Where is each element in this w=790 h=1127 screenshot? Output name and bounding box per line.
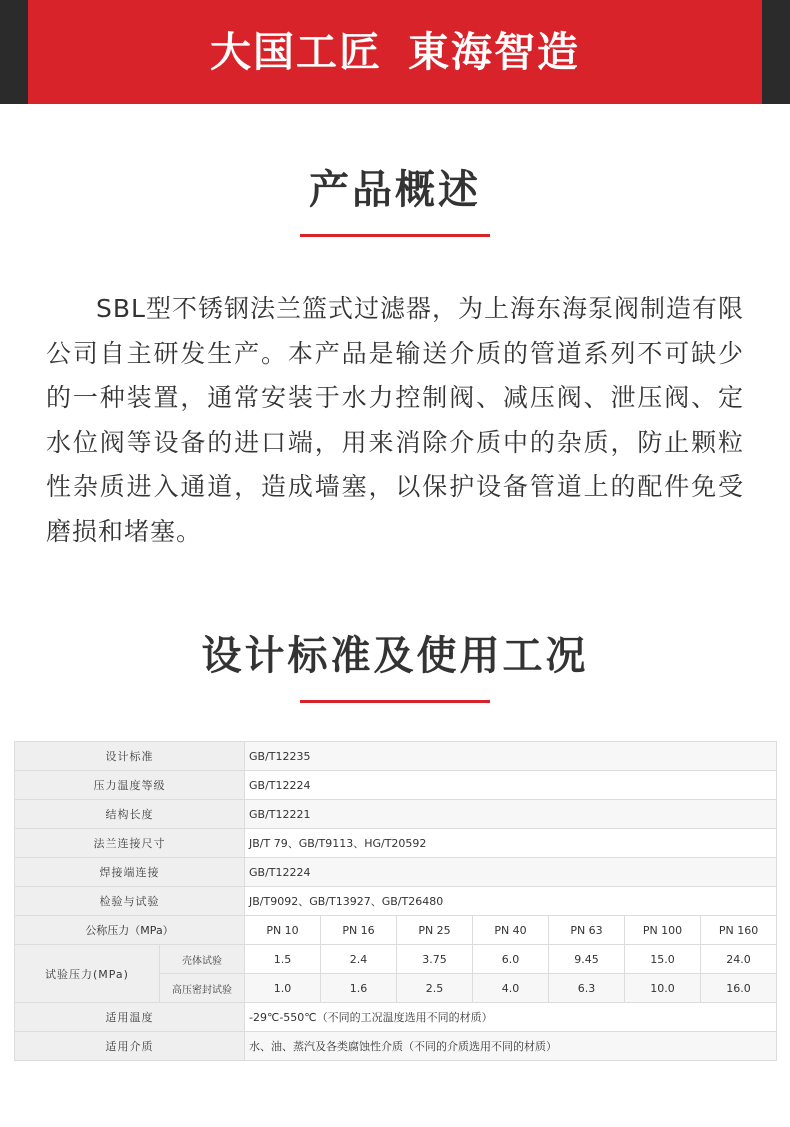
row-label-structure-length: 结构长度 bbox=[15, 800, 245, 829]
row-value-structure-length: GB/T12221 bbox=[245, 800, 777, 829]
section-title-overview: 产品概述 bbox=[309, 167, 481, 213]
pn-value-1: PN 16 bbox=[321, 916, 397, 945]
row-label-design-standard: 设计标准 bbox=[15, 742, 245, 771]
table-row bbox=[15, 1032, 777, 1061]
row-label-temperature: 适用温度 bbox=[15, 1003, 245, 1032]
banner-title-left: 大国工匠 bbox=[210, 27, 382, 76]
overview-paragraph: SBL型不锈钢法兰篮式过滤器，为上海东海泵阀制造有限公司自主研发生产。本产品是输送介质的管道系列不可缺少的一种装置，通常安装于水力控制阀、减压阀、泄压阀、定水位阀等设备的进口端，用来消除介质中的杂质，防止颗粒性杂质进入通道，造成墙塞，以保护设备管道上的配件免受磨损和堵塞。 bbox=[46, 294, 744, 546]
row-label-pressure-temp-class: 压力温度等级 bbox=[15, 771, 245, 800]
pn-value-5: PN 100 bbox=[625, 916, 701, 945]
row-label-medium: 适用介质 bbox=[15, 1032, 245, 1061]
hp-seal-value-3: 4.0 bbox=[473, 974, 549, 1003]
table-row bbox=[15, 771, 777, 800]
hp-seal-value-0: 1.0 bbox=[245, 974, 321, 1003]
hp-seal-value-2: 2.5 bbox=[397, 974, 473, 1003]
pn-value-6: PN 160 bbox=[701, 916, 777, 945]
table-row bbox=[15, 742, 777, 771]
row-value-pressure-temp-class: GB/T12224 bbox=[245, 771, 777, 800]
section-heading-standards bbox=[0, 632, 790, 703]
shell-test-value-0: 1.5 bbox=[245, 945, 321, 974]
row-label-test-pressure: 试验压力(MPa) bbox=[15, 945, 160, 1003]
shell-test-value-4: 9.45 bbox=[549, 945, 625, 974]
spec-table bbox=[14, 741, 777, 1061]
row-value-medium: 水、油、蒸汽及各类腐蚀性介质（不同的介质选用不同的材质） bbox=[245, 1032, 777, 1061]
table-row bbox=[15, 858, 777, 887]
section-title-standards: 设计标准及使用工况 bbox=[201, 633, 589, 679]
row-label-weld-end: 焊接端连接 bbox=[15, 858, 245, 887]
spec-table-wrapper bbox=[14, 741, 776, 1061]
pn-value-3: PN 40 bbox=[473, 916, 549, 945]
table-row bbox=[15, 916, 777, 945]
shell-test-value-2: 3.75 bbox=[397, 945, 473, 974]
hp-seal-value-5: 10.0 bbox=[625, 974, 701, 1003]
hp-seal-value-1: 1.6 bbox=[321, 974, 397, 1003]
row-label-inspection-test: 检验与试验 bbox=[15, 887, 245, 916]
row-label-nominal-pressure: 公称压力（MPa） bbox=[15, 916, 245, 945]
table-row bbox=[15, 1003, 777, 1032]
table-row bbox=[15, 887, 777, 916]
section-underline-overview bbox=[300, 234, 490, 237]
section-heading-overview bbox=[0, 166, 790, 237]
table-row bbox=[15, 800, 777, 829]
row-value-design-standard: GB/T12235 bbox=[245, 742, 777, 771]
sub-label-shell-test: 壳体试验 bbox=[160, 945, 245, 974]
shell-test-value-3: 6.0 bbox=[473, 945, 549, 974]
hp-seal-value-4: 6.3 bbox=[549, 974, 625, 1003]
section-underline-standards bbox=[300, 700, 490, 703]
row-value-inspection-test: JB/T9092、GB/T13927、GB/T26480 bbox=[245, 887, 777, 916]
sub-label-hp-seal-test: 高压密封试验 bbox=[160, 974, 245, 1003]
hp-seal-value-6: 16.0 bbox=[701, 974, 777, 1003]
pn-value-2: PN 25 bbox=[397, 916, 473, 945]
table-row bbox=[15, 945, 777, 974]
header-banner bbox=[0, 0, 790, 104]
pn-value-4: PN 63 bbox=[549, 916, 625, 945]
row-value-flange-size: JB/T 79、GB/T9113、HG/T20592 bbox=[245, 829, 777, 858]
shell-test-value-6: 24.0 bbox=[701, 945, 777, 974]
pn-value-0: PN 10 bbox=[245, 916, 321, 945]
row-value-weld-end: GB/T12224 bbox=[245, 858, 777, 887]
banner-title-right: 東海智造 bbox=[408, 27, 580, 76]
banner-inner bbox=[210, 27, 580, 76]
shell-test-value-1: 2.4 bbox=[321, 945, 397, 974]
row-value-temperature: -29℃-550℃（不同的工况温度选用不同的材质） bbox=[245, 1003, 777, 1032]
shell-test-value-5: 15.0 bbox=[625, 945, 701, 974]
table-row bbox=[15, 829, 777, 858]
row-label-flange-size: 法兰连接尺寸 bbox=[15, 829, 245, 858]
